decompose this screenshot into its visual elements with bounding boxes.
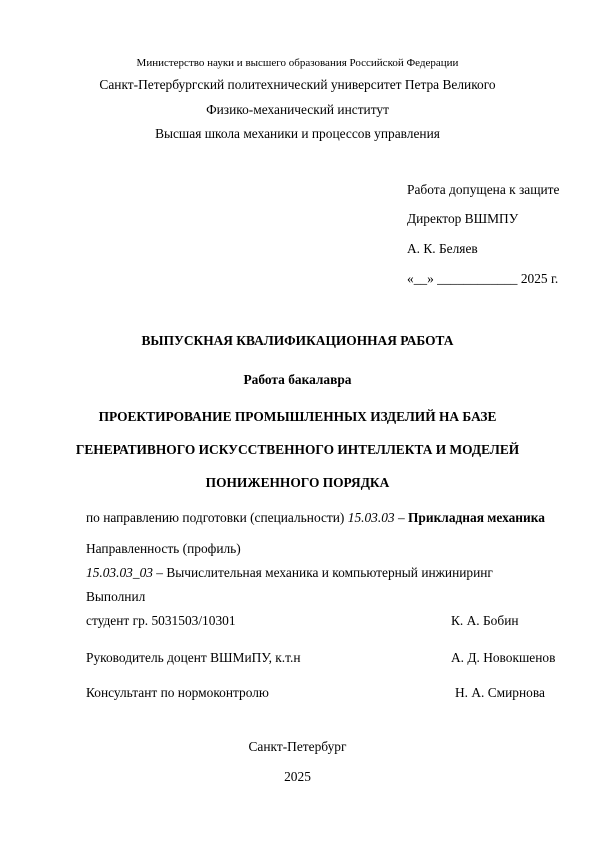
consultant-name: Н. А. Смирнова — [455, 685, 545, 700]
degree-title: Работа бакалавра — [243, 372, 352, 387]
student-label: студент гр. 5031503/10301 — [86, 613, 236, 628]
direction-code: 15.03.03 — [347, 510, 395, 525]
institute-line: Физико-механический институт — [206, 102, 389, 117]
footer-city: Санкт-Петербург — [248, 739, 347, 754]
footer-year: 2025 — [284, 769, 311, 784]
university-line: Санкт-Петербургский политехнический университет Петра Великого — [99, 77, 496, 92]
profile-name: Вычислительная механика и компьютерный инжиниринг — [166, 565, 493, 580]
approval-position: Директор ВШМПУ — [407, 211, 519, 226]
direction-prefix: по направлению подготовки (специальности) — [86, 510, 348, 525]
approval-admitted: Работа допущена к защите — [407, 182, 560, 197]
approval-date-line: «__» ____________ 2025 г. — [407, 271, 559, 286]
consultant-label: Консультант по нормоконтролю — [86, 685, 269, 700]
supervisor-label: Руководитель доцент ВШМиПУ, к.т.н — [86, 650, 301, 665]
approval-name: А. К. Беляев — [407, 241, 478, 256]
student-name: К. А. Бобин — [451, 613, 519, 628]
supervisor-name: А. Д. Новокшенов — [451, 650, 556, 665]
school-line: Высшая школа механики и процессов управления — [155, 126, 440, 141]
profile-dash: – — [152, 565, 167, 580]
profile-line — [86, 565, 493, 581]
direction-dash: – — [394, 510, 409, 525]
done-label: Выполнил — [86, 589, 146, 604]
ministry-line: Министерство науки и высшего образования Российской Федерации — [136, 57, 459, 69]
direction-name: Прикладная механика — [408, 510, 545, 525]
topic-line-3: ПОНИЖЕННОГО ПОРЯДКА — [205, 475, 390, 490]
doc-type-title: ВЫПУСКНАЯ КВАЛИФИКАЦИОННАЯ РАБОТА — [141, 333, 454, 348]
topic-line-1: ПРОЕКТИРОВАНИЕ ПРОМЫШЛЕННЫХ ИЗДЕЛИЙ НА БАЗЕ — [98, 409, 497, 424]
profile-code: 15.03.03_03 — [86, 565, 153, 580]
topic-line-2: ГЕНЕРАТИВНОГО ИСКУССТВЕННОГО ИНТЕЛЛЕКТА И МОДЕЛЕЙ — [75, 442, 520, 457]
profile-label: Направленность (профиль) — [86, 541, 241, 556]
direction-line — [86, 510, 545, 526]
